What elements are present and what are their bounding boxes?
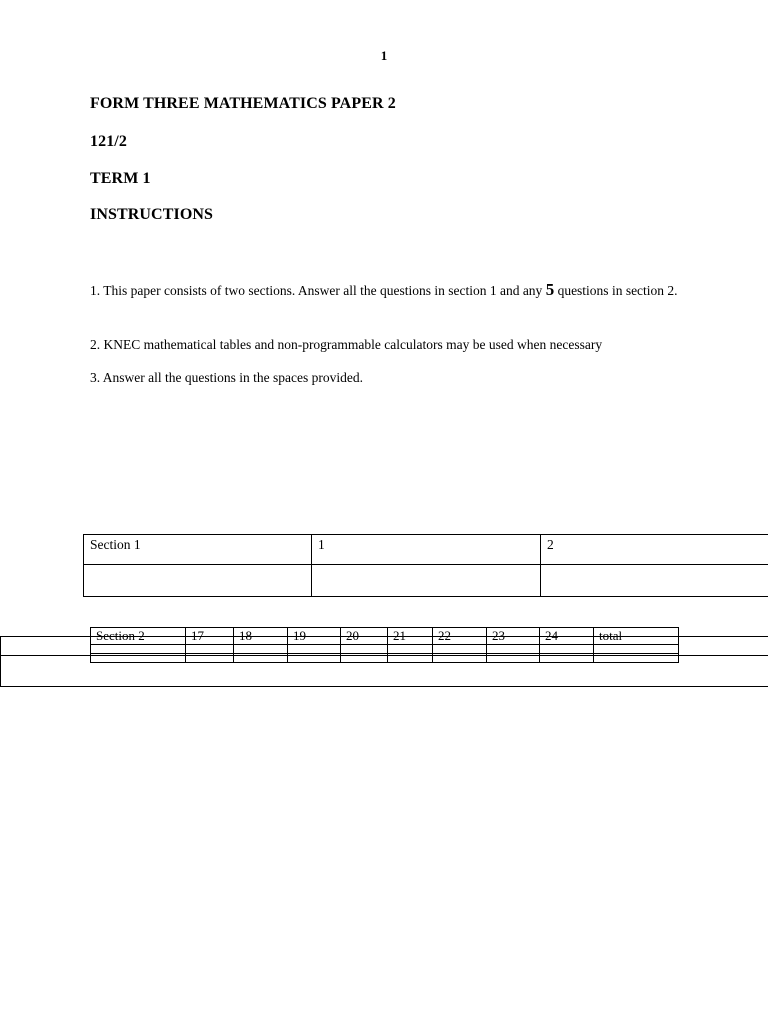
table-header-cell: 2 <box>541 535 768 565</box>
table-header-cell: 24 <box>540 628 594 645</box>
instructions-heading: INSTRUCTIONS <box>90 206 214 223</box>
table-cell <box>341 645 388 654</box>
strike-through-line <box>90 636 678 637</box>
instruction-item-1 <box>90 279 680 301</box>
table-cell <box>487 645 540 654</box>
table-header-cell: Section 1 <box>84 535 312 565</box>
table-row <box>91 645 679 654</box>
table-cell <box>84 565 312 597</box>
table-cell <box>312 565 541 597</box>
term-label: TERM 1 <box>90 170 151 187</box>
instruction-1-text-a: 1. This paper consists of two sections. Answer all the questions in section 1 and any <box>90 283 546 298</box>
table-cell <box>341 654 388 663</box>
instruction-item-3: 3. Answer all the questions in the spaces provided. <box>90 370 363 385</box>
paper-title: FORM THREE MATHEMATICS PAPER 2 <box>90 95 396 112</box>
table-header-cell: 23 <box>487 628 540 645</box>
table-header-cell: 18 <box>234 628 288 645</box>
table-header-cell: 21 <box>388 628 433 645</box>
table-cell <box>234 654 288 663</box>
table-cell <box>433 654 487 663</box>
table-header-cell: Section 2 <box>91 628 186 645</box>
paper-code: 121/2 <box>90 133 127 150</box>
section-1-score-table <box>83 534 768 597</box>
table-cell <box>91 645 186 654</box>
table-cell <box>288 654 341 663</box>
table-row <box>84 565 768 597</box>
table-header-cell: total <box>594 628 679 645</box>
table-cell <box>388 645 433 654</box>
table-cell <box>234 645 288 654</box>
table-cell <box>388 654 433 663</box>
instruction-1-text-b: questions in section 2. <box>554 283 678 298</box>
table-cell <box>540 654 594 663</box>
table-cell <box>186 654 234 663</box>
instruction-item-2: 2. KNEC mathematical tables and non-programmable calculators may be used when necessary <box>90 337 603 352</box>
table-header-cell: 1 <box>312 535 541 565</box>
table-row <box>91 654 679 663</box>
table-header-cell: 20 <box>341 628 388 645</box>
table-cell <box>91 654 186 663</box>
instruction-1-number: 5 <box>545 280 555 299</box>
table-row <box>84 535 768 565</box>
table-cell <box>540 645 594 654</box>
table-cell <box>594 645 679 654</box>
table-cell <box>288 645 341 654</box>
table-header-cell: 22 <box>433 628 487 645</box>
table-cell <box>433 645 487 654</box>
table-cell <box>594 654 679 663</box>
section-2-score-table <box>90 627 679 663</box>
table-header-cell: 19 <box>288 628 341 645</box>
table-header-cell: 17 <box>186 628 234 645</box>
table-cell <box>541 565 768 597</box>
table-cell <box>186 645 234 654</box>
page-number: 1 <box>380 48 388 63</box>
table-cell <box>487 654 540 663</box>
